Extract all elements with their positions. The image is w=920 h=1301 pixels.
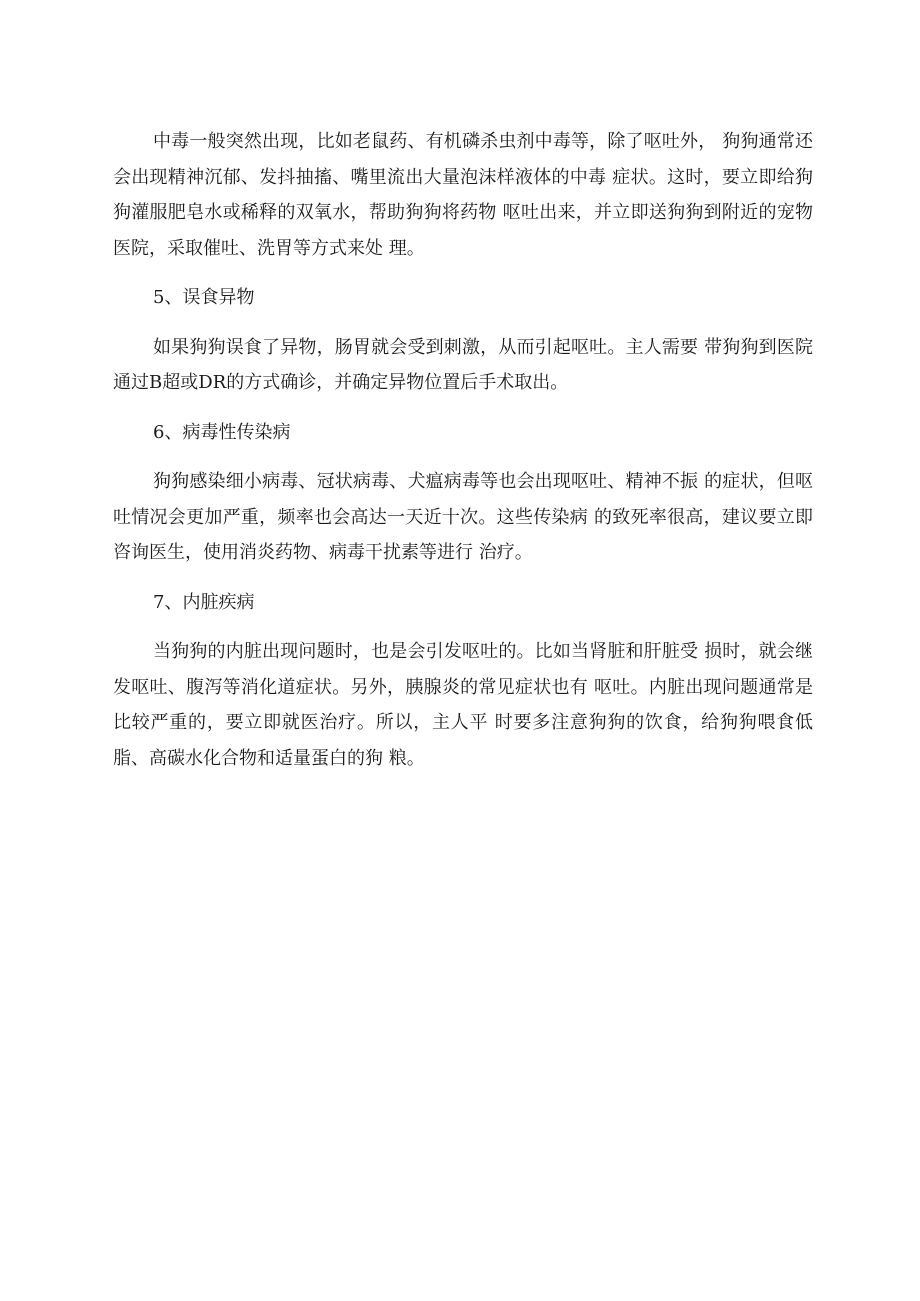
section-heading-organ-disease: 7、内脏疾病 bbox=[153, 591, 255, 613]
paragraph-foreign-object: 如果狗狗误食了异物，肠胃就会受到刺激，从而引起呕吐。主人需要 带狗狗到医院通过B超或DR的方式确诊，并确定异物位置后手术取出。 bbox=[113, 336, 813, 393]
section-heading-foreign-object: 5、误食异物 bbox=[153, 287, 255, 308]
paragraph-poisoning: 中毒一般突然出现，比如老鼠药、有机磷杀虫剂中毒等，除了呕吐外， 狗狗通常还会出现精神沉郁、发抖抽搐、嘴里流出大量泡沫样液体的中毒 症状。这时，要立即给狗狗灌服肥皂水或稀释的双氧水，帮助狗狗将药物 呕吐出来，并立即送狗狗到附近的宠物医院，采取催吐、洗胃等方式来处 理。 bbox=[113, 131, 813, 259]
paragraph-viral-disease: 狗狗感染细小病毒、冠状病毒、犬瘟病毒等也会出现呕吐、精神不振 的症状，但呕吐情况会更加严重，频率也会高达一天近十次。这些传染病 的致死率很高，建议要立即咨询医生，使用消炎药物、病毒干扰素等进行 治疗。 bbox=[113, 471, 813, 563]
paragraph-organ-disease: 当狗狗的内脏出现问题时，也是会引发呕吐的。比如当肾脏和肝脏受 损时，就会继发呕吐、腹泻等消化道症状。另外，胰腺炎的常见症状也有 呕吐。内脏出现问题通常是比较严重的，要立即就医治疗。所以，主人平 时要多注意狗狗的饮食，给狗狗喂食低脂、高碳水化合物和适量蛋白的狗 粮。 bbox=[113, 641, 813, 769]
section-heading-viral-disease: 6、病毒性传染病 bbox=[153, 421, 291, 443]
document-body bbox=[113, 124, 813, 790]
